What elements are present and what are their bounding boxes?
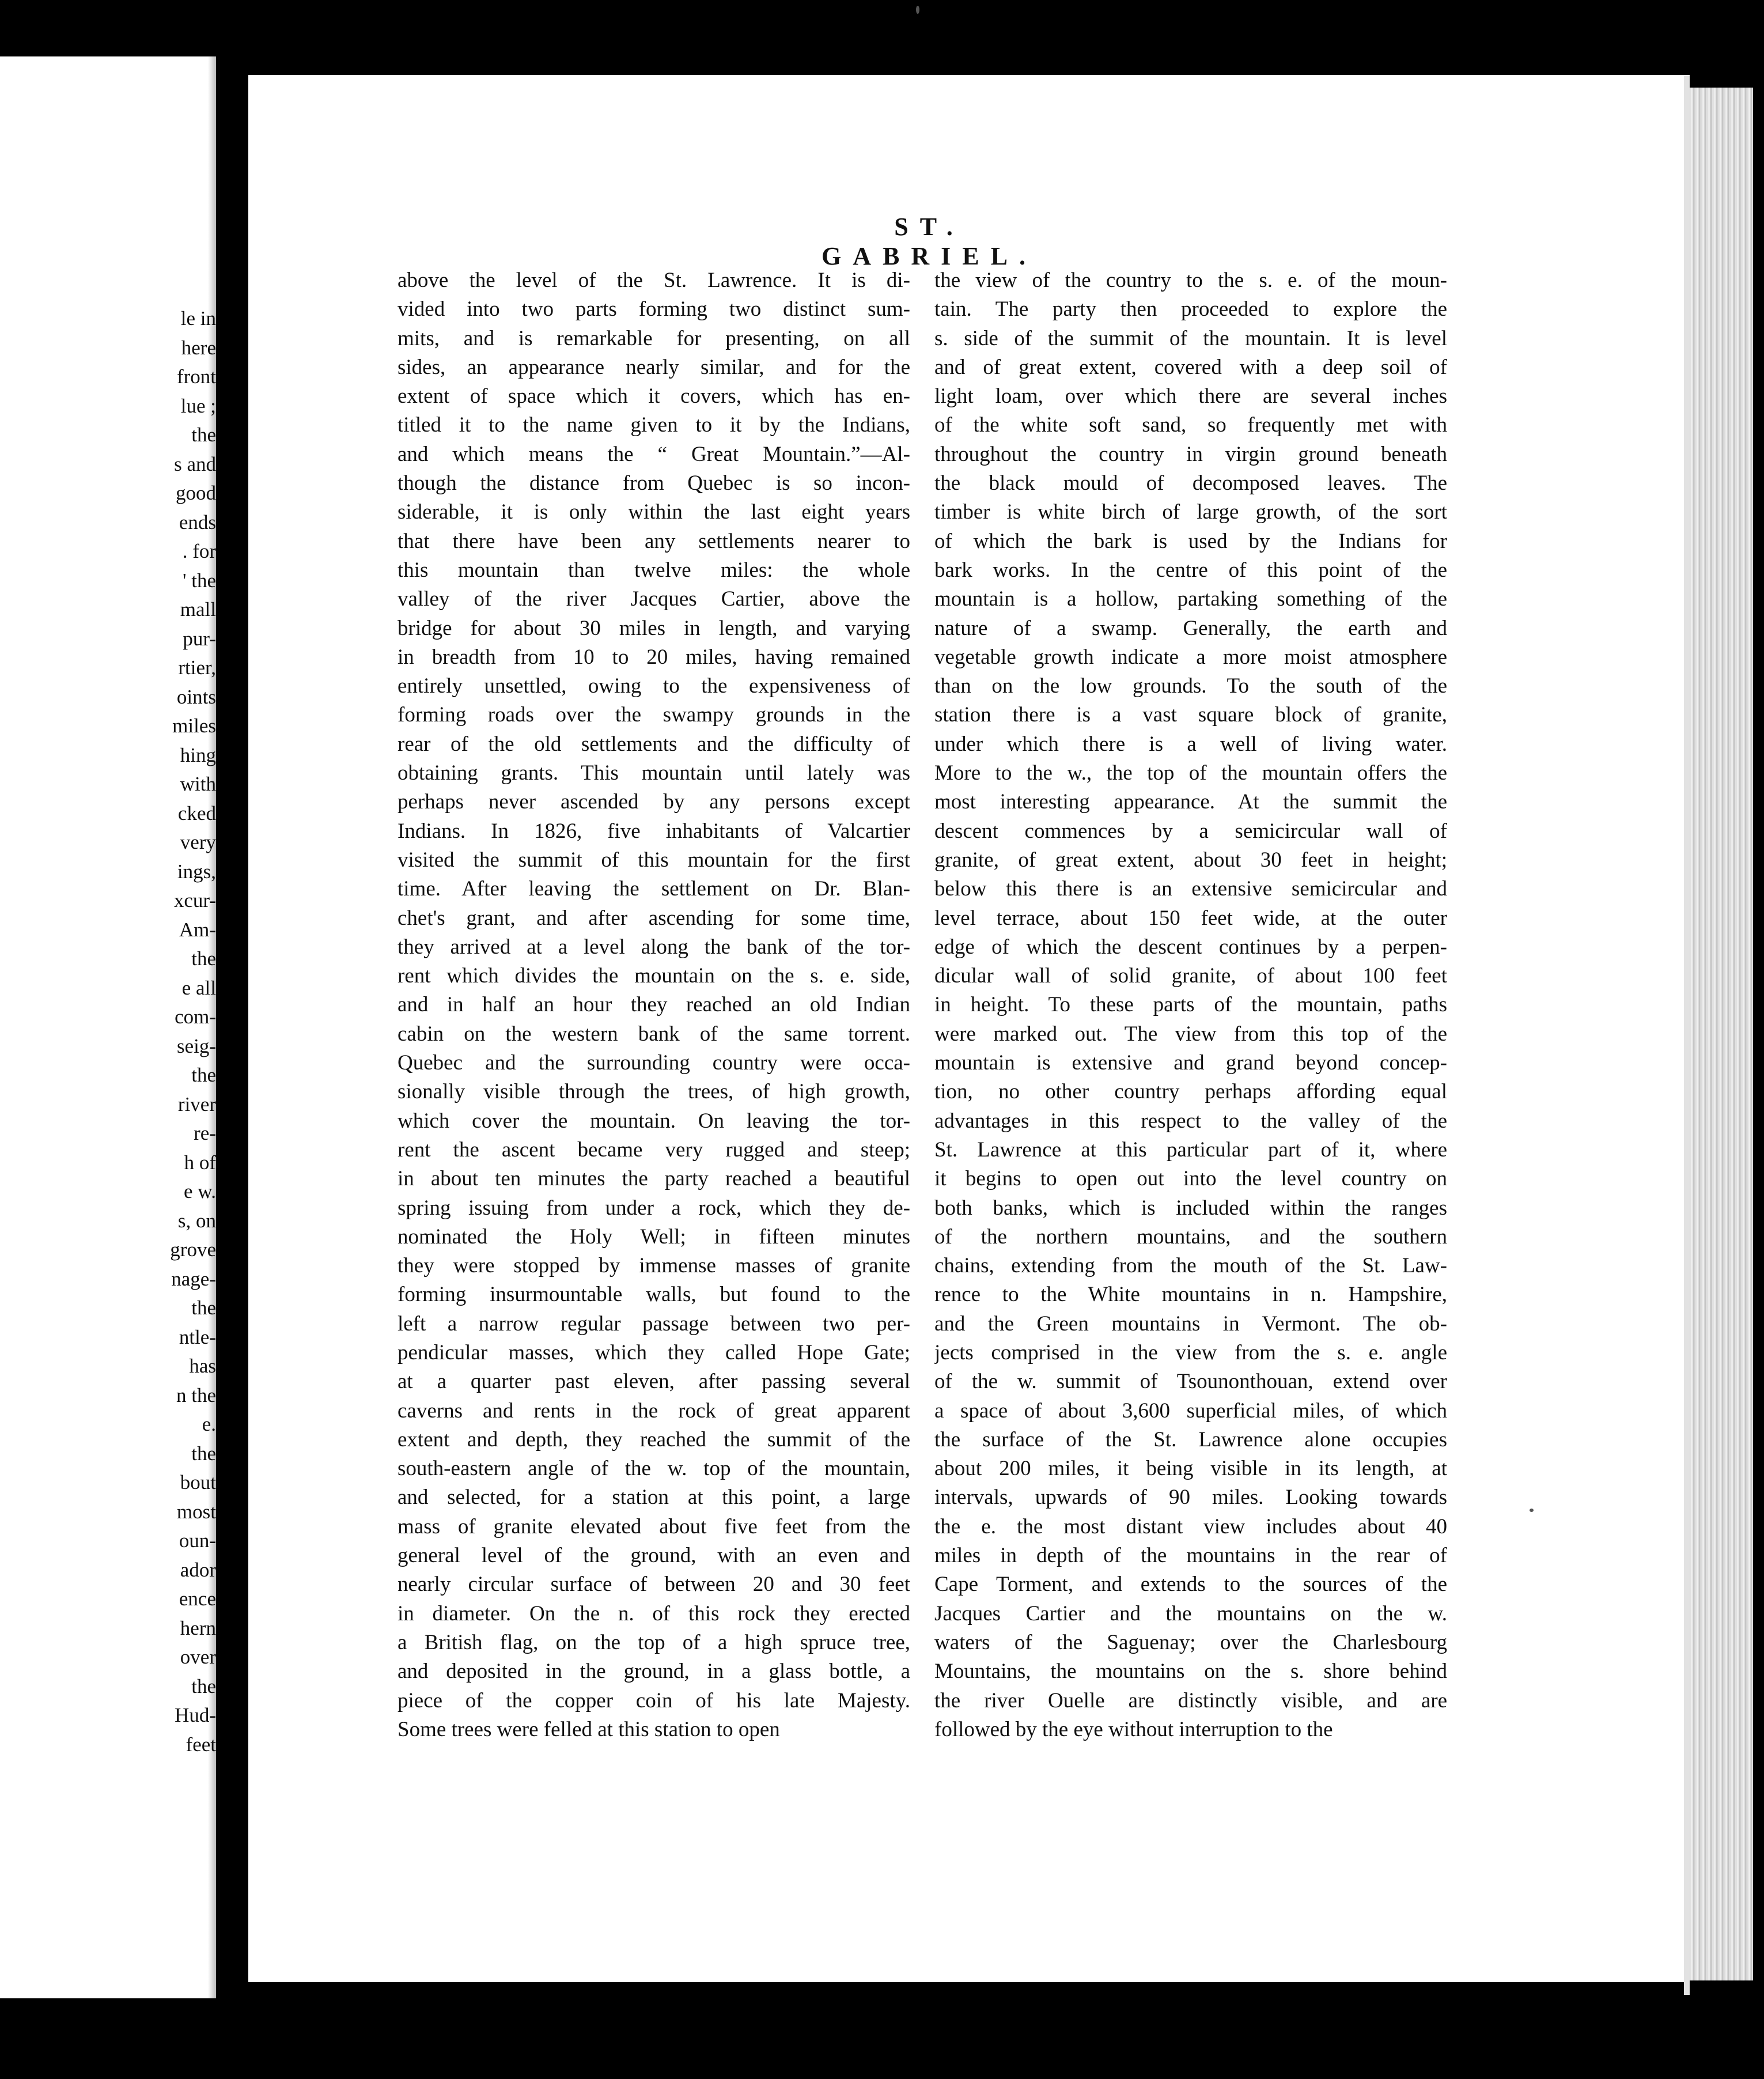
text-line: rence to the White mountains in n. Hampshire, bbox=[934, 1283, 1447, 1307]
text-line: sides, an appearance nearly similar, and for the bbox=[398, 355, 910, 379]
text-line: followed by the eye without interruption to the bbox=[934, 1717, 1333, 1741]
edge-fragment: ' the bbox=[183, 569, 216, 592]
edge-fragment: pur- bbox=[183, 627, 216, 650]
text-line: the river Ouelle are distinctly visible, and are bbox=[934, 1688, 1447, 1713]
text-line: rent the ascent became very rugged and steep; bbox=[398, 1137, 910, 1162]
text-line: left a narrow regular passage between two per- bbox=[398, 1311, 910, 1336]
edge-fragment: grove bbox=[170, 1238, 216, 1261]
text-line: below this there is an extensive semicircular and bbox=[934, 877, 1447, 901]
text-line: timber is white birch of large growth, of the sort bbox=[934, 500, 1447, 524]
text-line: station there is a vast square block of granite, bbox=[934, 703, 1447, 727]
text-line: the black mould of decomposed leaves. The bbox=[934, 471, 1447, 496]
text-line: both banks, which is included within the ranges bbox=[934, 1196, 1447, 1220]
text-line: forming roads over the swampy grounds in the bbox=[398, 703, 910, 727]
edge-fragment: the bbox=[191, 1296, 216, 1319]
text-line: forming insurmountable walls, but found to the bbox=[398, 1283, 910, 1307]
text-line: about 200 miles, it being visible in its length, at bbox=[934, 1457, 1447, 1481]
edge-fragment: river bbox=[177, 1093, 216, 1116]
facing-page-left bbox=[0, 56, 216, 1998]
text-line: and deposited in the ground, in a glass bottle, a bbox=[398, 1660, 910, 1684]
edge-fragment: xcur- bbox=[173, 889, 216, 912]
text-line: the e. the most distant view includes about 40 bbox=[934, 1514, 1447, 1539]
text-line: south-eastern angle of the w. top of the mountain, bbox=[398, 1457, 910, 1481]
text-line: above the level of the St. Lawrence. It is di- bbox=[398, 269, 910, 292]
text-line: pendicular masses, which they called Hope Gate; bbox=[398, 1340, 910, 1364]
text-line: Some trees were felled at this station to open bbox=[398, 1717, 780, 1741]
speck-mark bbox=[1530, 1509, 1534, 1512]
text-line: spring issuing from under a rock, which they de- bbox=[398, 1196, 910, 1220]
edge-fragment: ntle- bbox=[179, 1325, 216, 1348]
edge-fragment: ends bbox=[179, 511, 216, 534]
edge-fragment: front bbox=[176, 365, 216, 388]
text-line: chet's grant, and after ascending for some time, bbox=[398, 906, 910, 930]
text-line: the surface of the St. Lawrence alone occupies bbox=[934, 1427, 1447, 1451]
text-line: Indians. In 1826, five inhabitants of Valcartier bbox=[398, 819, 910, 843]
edge-fragment: Am- bbox=[179, 918, 216, 941]
edge-fragment: lue ; bbox=[180, 394, 216, 417]
text-line: extent of space which it covers, which has en- bbox=[398, 384, 910, 409]
text-line: jects comprised in the view from the s. e. angle bbox=[934, 1340, 1447, 1364]
text-line: light loam, over which there are several inches bbox=[934, 384, 1447, 409]
edge-fragment: com- bbox=[175, 1006, 216, 1028]
text-line: chains, extending from the mouth of the St. Law- bbox=[934, 1254, 1447, 1278]
edge-fragment: feet bbox=[186, 1733, 216, 1756]
text-line: titled it to the name given to it by the Indians, bbox=[398, 413, 910, 437]
text-line: nominated the Holy Well; in fifteen minutes bbox=[398, 1224, 910, 1249]
running-head: ST. GABRIEL. bbox=[822, 213, 1037, 270]
edge-fragment: ador bbox=[180, 1558, 216, 1581]
text-line: of which the bark is used by the Indians for bbox=[934, 529, 1447, 553]
text-line: perhaps never ascended by any persons except bbox=[398, 790, 910, 814]
text-line: and selected, for a station at this point, a large bbox=[398, 1485, 910, 1510]
text-line: in breadth from 10 to 20 miles, having remained bbox=[398, 645, 910, 669]
edge-fragment: over bbox=[180, 1646, 216, 1668]
edge-fragment: the bbox=[191, 1442, 216, 1465]
text-line: descent commences by a semicircular wall of bbox=[934, 819, 1447, 843]
text-line: mits, and is remarkable for presenting, on all bbox=[398, 326, 910, 350]
text-line: mountain is extensive and grand beyond concep- bbox=[934, 1051, 1447, 1075]
text-line: were marked out. The view from this top of the bbox=[934, 1022, 1447, 1046]
page-edges bbox=[1690, 88, 1753, 1980]
edge-fragment: s, on bbox=[177, 1209, 216, 1232]
edge-fragment: with bbox=[180, 773, 216, 795]
edge-fragment: Hud- bbox=[175, 1704, 216, 1726]
edge-fragment: . for bbox=[182, 540, 216, 562]
text-line: though the distance from Quebec is so incon- bbox=[398, 471, 910, 496]
text-line: this mountain than twelve miles: the whole bbox=[398, 558, 910, 582]
text-line: most interesting appearance. At the summit the bbox=[934, 790, 1447, 814]
text-line: nearly circular surface of between 20 and 30 feet bbox=[398, 1573, 910, 1597]
text-line: than on the low grounds. To the south of the bbox=[934, 674, 1447, 698]
text-line: valley of the river Jacques Cartier, above the bbox=[398, 587, 910, 611]
text-line: obtaining grants. This mountain until lately was bbox=[398, 761, 910, 785]
text-line: dicular wall of solid granite, of about 100 feet bbox=[934, 964, 1447, 988]
text-line: and which means the “ Great Mountain.”—Al- bbox=[398, 442, 910, 466]
edge-fragment: cked bbox=[177, 802, 216, 825]
text-column-left bbox=[398, 266, 910, 1744]
text-line: which cover the mountain. On leaving the tor- bbox=[398, 1109, 910, 1133]
text-line: bark works. In the centre of this point of the bbox=[934, 558, 1447, 582]
text-column-right bbox=[934, 266, 1447, 1744]
edge-fragment: oints bbox=[176, 685, 216, 708]
edge-fragment: hern bbox=[180, 1616, 216, 1639]
text-line: mass of granite elevated about five feet from the bbox=[398, 1514, 910, 1539]
edge-fragment: seig- bbox=[176, 1034, 216, 1057]
text-line: tion, no other country perhaps affording equal bbox=[934, 1080, 1447, 1104]
text-line: and of great extent, covered with a deep soil of bbox=[934, 355, 1447, 379]
facing-page-edge-text bbox=[0, 304, 216, 1759]
text-line: mountain is a hollow, partaking something of the bbox=[934, 587, 1447, 611]
text-line: they were stopped by immense masses of granite bbox=[398, 1254, 910, 1278]
text-line: miles in depth of the mountains in the rear of bbox=[934, 1544, 1447, 1568]
edge-fragment: good bbox=[176, 482, 216, 504]
edge-fragment: nage- bbox=[171, 1267, 216, 1290]
text-line: Cape Torment, and extends to the sources of the bbox=[934, 1573, 1447, 1597]
text-line: intervals, upwards of 90 miles. Looking towards bbox=[934, 1485, 1447, 1510]
edge-fragment: the bbox=[191, 1064, 216, 1086]
text-line: More to the w., the top of the mountain offers the bbox=[934, 761, 1447, 785]
text-line: sionally visible through the trees, of high growth, bbox=[398, 1080, 910, 1104]
text-line: vided into two parts forming two distinct sum- bbox=[398, 297, 910, 322]
edge-fragment: h of bbox=[184, 1151, 216, 1174]
text-line: and in half an hour they reached an old Indian bbox=[398, 993, 910, 1017]
edge-fragment: e w. bbox=[183, 1180, 216, 1203]
text-line: cabin on the western bank of the same torrent. bbox=[398, 1022, 910, 1046]
text-line: siderable, it is only within the last eight years bbox=[398, 500, 910, 524]
edge-fragment: le in bbox=[180, 307, 216, 330]
text-line: level terrace, about 150 feet wide, at the outer bbox=[934, 906, 1447, 930]
edge-fragment: very bbox=[180, 831, 216, 853]
text-line: edge of which the descent continues by a perpen- bbox=[934, 935, 1447, 959]
text-line: rent which divides the mountain on the s. e. side, bbox=[398, 964, 910, 988]
edge-fragment: e. bbox=[202, 1413, 216, 1435]
text-line: they arrived at a level along the bank of the tor- bbox=[398, 935, 910, 959]
edge-fragment: n the bbox=[176, 1384, 216, 1407]
edge-fragment: miles bbox=[172, 715, 216, 737]
text-line: piece of the copper coin of his late Majesty. bbox=[398, 1688, 910, 1713]
text-line: in about ten minutes the party reached a beautiful bbox=[398, 1167, 910, 1191]
text-line: waters of the Saguenay; over the Charlesbourg bbox=[934, 1630, 1447, 1654]
text-line: entirely unsettled, owing to the expensiveness of bbox=[398, 674, 910, 698]
edge-fragment: here bbox=[181, 336, 216, 359]
text-line: under which there is a well of living water. bbox=[934, 732, 1447, 756]
edge-fragment: ence bbox=[179, 1587, 216, 1610]
text-line: the view of the country to the s. e. of the moun- bbox=[934, 269, 1447, 292]
text-line: of the northern mountains, and the southern bbox=[934, 1224, 1447, 1249]
text-line: and the Green mountains in Vermont. The ob- bbox=[934, 1311, 1447, 1336]
text-line: Jacques Cartier and the mountains on the w. bbox=[934, 1601, 1447, 1626]
text-line: advantages in this respect to the valley of the bbox=[934, 1109, 1447, 1133]
text-line: s. side of the summit of the mountain. It is level bbox=[934, 326, 1447, 350]
edge-fragment: has bbox=[189, 1355, 216, 1377]
edge-fragment: mall bbox=[180, 598, 216, 621]
text-line: a space of about 3,600 superficial miles, of which bbox=[934, 1398, 1447, 1423]
text-line: Quebec and the surrounding country were occa- bbox=[398, 1051, 910, 1075]
edge-fragment: oun- bbox=[179, 1529, 216, 1552]
text-line: it begins to open out into the level country on bbox=[934, 1167, 1447, 1191]
edge-fragment: the bbox=[191, 424, 216, 446]
text-line: general level of the ground, with an even and bbox=[398, 1544, 910, 1568]
edge-fragment: the bbox=[191, 947, 216, 970]
text-line: extent and depth, they reached the summit of the bbox=[398, 1427, 910, 1451]
text-line: time. After leaving the settlement on Dr. Blan- bbox=[398, 877, 910, 901]
text-line: of the white soft sand, so frequently met with bbox=[934, 413, 1447, 437]
edge-fragment: s and bbox=[174, 452, 216, 475]
edge-fragment: hing bbox=[180, 743, 216, 766]
text-line: rear of the old settlements and the difficulty of bbox=[398, 732, 910, 756]
text-line: granite, of great extent, about 30 feet in height; bbox=[934, 848, 1447, 872]
text-line: tain. The party then proceeded to explore the bbox=[934, 297, 1447, 322]
text-line: vegetable growth indicate a more moist atmosphere bbox=[934, 645, 1447, 669]
text-line: nature of a swamp. Generally, the earth and bbox=[934, 616, 1447, 640]
edge-fragment: the bbox=[191, 1674, 216, 1698]
edge-fragment: re- bbox=[194, 1122, 216, 1144]
edge-fragment: bout bbox=[180, 1471, 216, 1494]
edge-fragment: e all bbox=[181, 976, 216, 999]
text-line: bridge for about 30 miles in length, and varying bbox=[398, 616, 910, 640]
speck-mark bbox=[916, 6, 919, 14]
text-line: St. Lawrence at this particular part of it, where bbox=[934, 1137, 1447, 1162]
text-line: Mountains, the mountains on the s. shore behind bbox=[934, 1660, 1447, 1684]
text-line: in diameter. On the n. of this rock they erected bbox=[398, 1601, 910, 1626]
edge-fragment: rtier, bbox=[178, 656, 216, 679]
text-line: caverns and rents in the rock of great apparent bbox=[398, 1398, 910, 1423]
text-line: a British flag, on the top of a high spruce tree, bbox=[398, 1630, 910, 1654]
text-line: visited the summit of this mountain for the first bbox=[398, 848, 910, 872]
text-line: that there have been any settlements nearer to bbox=[398, 529, 910, 553]
edge-fragment: most bbox=[176, 1500, 216, 1523]
edge-fragment: ings, bbox=[177, 860, 216, 883]
text-line: at a quarter past eleven, after passing several bbox=[398, 1370, 910, 1394]
text-line: of the w. summit of Tsounonthouan, extend over bbox=[934, 1370, 1447, 1394]
text-line: throughout the country in virgin ground beneath bbox=[934, 442, 1447, 466]
text-line: in height. To these parts of the mountain, paths bbox=[934, 993, 1447, 1017]
